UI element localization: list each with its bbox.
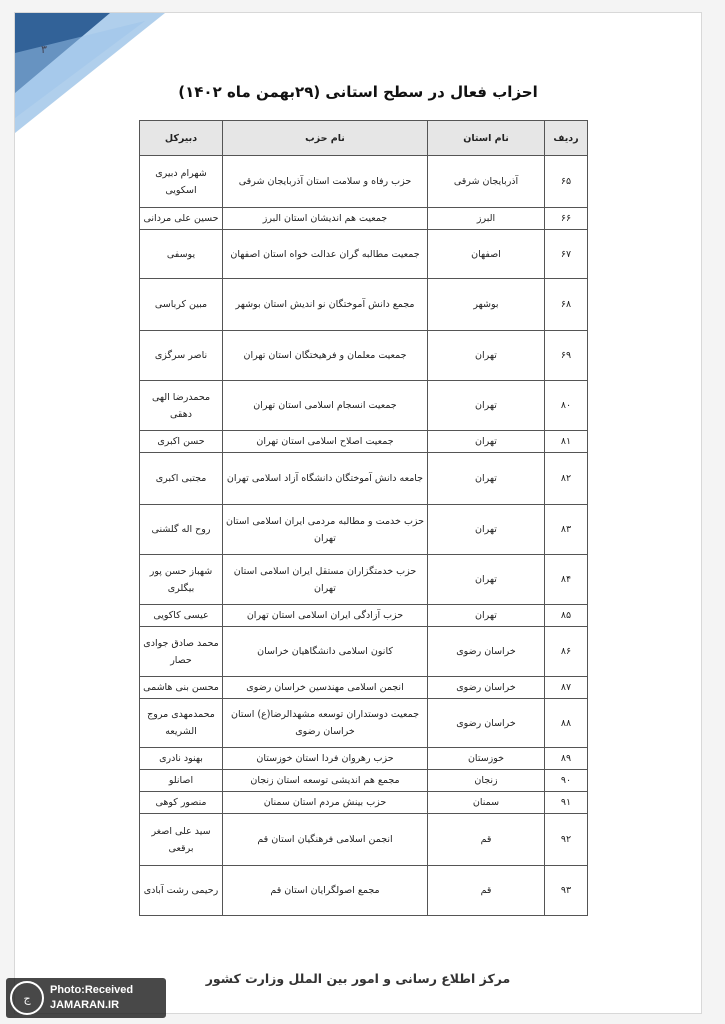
table-row [140, 381, 588, 431]
row-num: ۸۳ [545, 505, 588, 555]
row-party: حزب آزادگی ایران اسلامی استان تهران [223, 605, 428, 627]
table-row [140, 677, 588, 699]
row-party: انجمن اسلامی فرهنگیان استان قم [223, 814, 428, 866]
table-row [140, 156, 588, 208]
row-party: جمعیت اصلاح اسلامی استان تهران [223, 431, 428, 453]
row-party: مجمع هم اندیشی توسعه استان زنجان [223, 770, 428, 792]
row-num: ۸۸ [545, 699, 588, 748]
row-secretary: محمدرضا الهی دهقی [140, 381, 223, 431]
table-row [140, 605, 588, 627]
row-secretary: روح اله گلشنی [140, 505, 223, 555]
row-num: ۸۷ [545, 677, 588, 699]
table-row [140, 792, 588, 814]
row-num: ۹۰ [545, 770, 588, 792]
row-party: حزب خدمت و مطالبه مردمی ایران اسلامی استان تهران [223, 505, 428, 555]
row-num: ۸۹ [545, 748, 588, 770]
table-row [140, 279, 588, 331]
row-province: تهران [428, 605, 545, 627]
corner-decoration [15, 13, 165, 133]
document-page [14, 12, 702, 1014]
row-province: تهران [428, 431, 545, 453]
footer-text: مرکز اطلاع رسانی و امور بین الملل وزارت کشور [205, 971, 511, 986]
row-secretary: حسین علی مردانی [140, 208, 223, 230]
row-party: انجمن اسلامی مهندسین خراسان رضوی [223, 677, 428, 699]
row-num: ۶۵ [545, 156, 588, 208]
table-row [140, 770, 588, 792]
table-row [140, 748, 588, 770]
row-num: ۸۰ [545, 381, 588, 431]
row-province: قم [428, 866, 545, 916]
header-province: نام استان [428, 121, 545, 156]
table-row [140, 208, 588, 230]
watermark-line2: JAMARAN.IR [50, 999, 120, 1011]
row-num: ۹۲ [545, 814, 588, 866]
table-row [140, 866, 588, 916]
row-secretary: مجتبی اکبری [140, 453, 223, 505]
row-num: ۶۸ [545, 279, 588, 331]
row-province: خراسان رضوی [428, 699, 545, 748]
row-party: حزب رفاه و سلامت استان آذربایجان شرقی [223, 156, 428, 208]
row-num: ۸۶ [545, 627, 588, 677]
row-party: جمعیت دوستداران توسعه مشهدالرضا(ع) استان خراسان رضوی [223, 699, 428, 748]
header-num: ردیف [545, 121, 588, 156]
table-body [140, 156, 588, 916]
row-party: جامعه دانش آموختگان دانشگاه آزاد اسلامی تهران [223, 453, 428, 505]
row-num: ۹۱ [545, 792, 588, 814]
row-secretary: سید علی اصغر برقعی [140, 814, 223, 866]
row-secretary: شهباز حسن پور بیگلری [140, 555, 223, 605]
row-province: خوزستان [428, 748, 545, 770]
table-row [140, 453, 588, 505]
row-province: بوشهر [428, 279, 545, 331]
row-province: قم [428, 814, 545, 866]
row-party: مجمع دانش آموختگان نو اندیش استان بوشهر [223, 279, 428, 331]
page-number: ۳ [41, 43, 47, 56]
table-row [140, 230, 588, 279]
row-province: البرز [428, 208, 545, 230]
row-num: ۸۴ [545, 555, 588, 605]
table-row [140, 627, 588, 677]
header-secretary: دبیرکل [140, 121, 223, 156]
jamaran-logo-icon: ج [10, 981, 44, 1015]
watermark [6, 978, 166, 1018]
row-party: جمعیت معلمان و فرهیختگان استان تهران [223, 331, 428, 381]
row-party: حزب بینش مردم استان سمنان [223, 792, 428, 814]
row-province: تهران [428, 381, 545, 431]
row-secretary: شهرام دبیری اسکویی [140, 156, 223, 208]
row-secretary: محمدمهدی مروج الشریعه [140, 699, 223, 748]
row-province: تهران [428, 331, 545, 381]
row-num: ۸۱ [545, 431, 588, 453]
table-row [140, 505, 588, 555]
row-province: زنجان [428, 770, 545, 792]
row-secretary: حسن اکبری [140, 431, 223, 453]
table-row [140, 331, 588, 381]
row-province: تهران [428, 505, 545, 555]
row-party: حزب رهروان فردا استان خوزستان [223, 748, 428, 770]
row-province: خراسان رضوی [428, 627, 545, 677]
row-party: کانون اسلامی دانشگاهیان خراسان [223, 627, 428, 677]
row-secretary: ناصر سرگزی [140, 331, 223, 381]
table-header-row [140, 121, 588, 156]
row-province: آذربایجان شرقی [428, 156, 545, 208]
row-num: ۶۶ [545, 208, 588, 230]
row-party: جمعیت هم اندیشان استان البرز [223, 208, 428, 230]
row-secretary: یوسفی [140, 230, 223, 279]
row-num: ۸۲ [545, 453, 588, 505]
row-secretary: مبین کرباسی [140, 279, 223, 331]
row-secretary: رحیمی رشت آبادی [140, 866, 223, 916]
row-num: ۶۷ [545, 230, 588, 279]
row-secretary: محسن بنی هاشمی [140, 677, 223, 699]
row-party: جمعیت مطالبه گران عدالت خواه استان اصفهان [223, 230, 428, 279]
watermark-line1: Photo:Received [50, 984, 134, 996]
row-num: ۸۵ [545, 605, 588, 627]
row-party: جمعیت انسجام اسلامی استان تهران [223, 381, 428, 431]
row-secretary: منصور کوهی [140, 792, 223, 814]
parties-table [139, 120, 588, 916]
row-party: مجمع اصولگرایان استان قم [223, 866, 428, 916]
row-province: اصفهان [428, 230, 545, 279]
table-row [140, 555, 588, 605]
row-num: ۶۹ [545, 331, 588, 381]
row-secretary: اصانلو [140, 770, 223, 792]
table-row [140, 431, 588, 453]
table-row [140, 814, 588, 866]
row-secretary: محمد صادق جوادی حصار [140, 627, 223, 677]
row-province: خراسان رضوی [428, 677, 545, 699]
row-province: تهران [428, 555, 545, 605]
row-secretary: بهنود نادری [140, 748, 223, 770]
row-province: سمنان [428, 792, 545, 814]
page-title: احزاب فعال در سطح استانی (۲۹بهمن ماه ۱۴۰۲) [178, 83, 538, 101]
row-num: ۹۳ [545, 866, 588, 916]
row-secretary: عیسی کاکویی [140, 605, 223, 627]
header-party: نام حزب [223, 121, 428, 156]
row-party: حزب خدمتگزاران مستقل ایران اسلامی استان تهران [223, 555, 428, 605]
table-row [140, 699, 588, 748]
row-province: تهران [428, 453, 545, 505]
